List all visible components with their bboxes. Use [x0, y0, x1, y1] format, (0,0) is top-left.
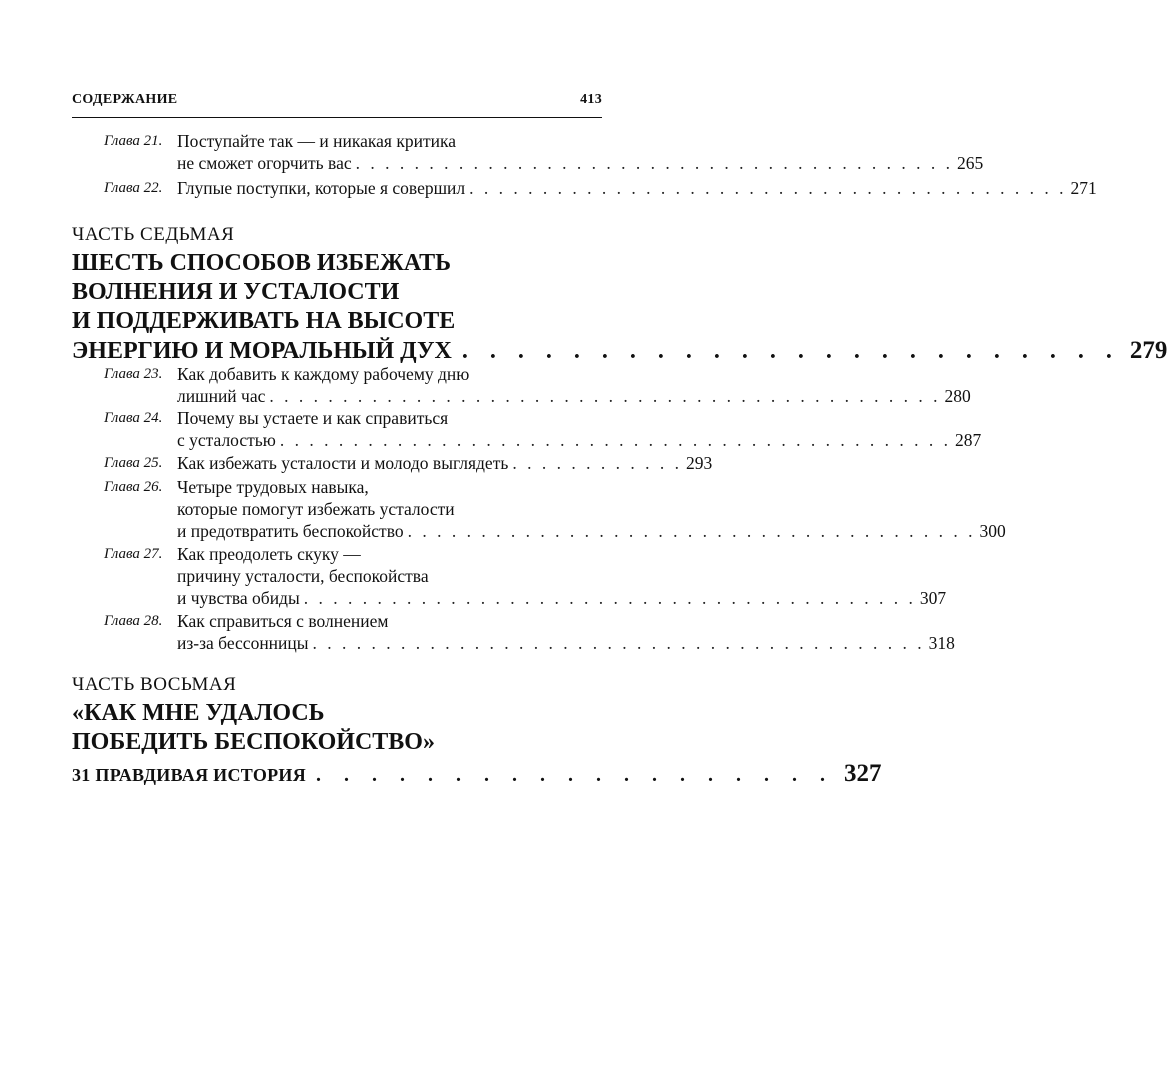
chapter-label: Глава 27.	[104, 546, 163, 562]
chapter-title-line: Как добавить к каждому рабочему дню	[177, 364, 470, 384]
part-title-last-line	[72, 336, 1167, 366]
part-title-line: ПОБЕДИТЬ БЕСПОКОЙСТВО»	[72, 729, 435, 755]
leader-dots: . . . . . . . . . . . . . . . . . . . . . . . . . . . . . . . . . . . . . . . . . .	[312, 633, 925, 653]
chapter-title-line: Поступайте так — и никакая критика	[177, 131, 456, 151]
chapter-page-number: 293	[685, 453, 713, 473]
chapter-title-line: Четыре трудовых навыка,	[177, 477, 369, 497]
chapter-title-line: Почему вы устаете и как справиться	[177, 408, 449, 428]
chapter-label: Глава 21.	[104, 133, 163, 149]
chapter-page-number: 318	[928, 633, 955, 653]
chapter-title-line: и предотвратить беспокойство	[177, 521, 404, 541]
chapter-title-line: Глупые поступки, которые я совершил	[177, 178, 466, 198]
leader-dots: . . . . . . . . . . . . . . . . . . . . . . . . . . . . . . . . . . . . . . . . . . . . . .	[279, 430, 951, 450]
chapter-page-number: 300	[979, 521, 1006, 541]
chapter-title-line: не сможет огорчить вас	[177, 153, 352, 173]
part-title-line: «КАК МНЕ УДАЛОСЬ	[72, 700, 325, 726]
chapter-title-line: с усталостью	[177, 430, 276, 450]
part-title-line: ЭНЕРГИЮ И МОРАЛЬНЫЙ ДУХ	[72, 338, 452, 364]
leader-dots: . . . . . . . . . . . . . . . . . . . . . . . . . . . . . . . . . . . . . . .	[407, 521, 976, 541]
chapter-page-number: 280	[944, 386, 971, 406]
chapter-page-number: 265	[956, 153, 984, 173]
chapter-label: Глава 24.	[104, 410, 163, 426]
part-label: ЧАСТЬ ВОСЬМАЯ	[72, 674, 237, 695]
chapter-title-line: которые помогут избежать усталости	[177, 499, 455, 519]
chapter-label: Глава 23.	[104, 366, 163, 382]
chapter-page-number: 271	[1070, 178, 1097, 198]
chapter-title-line: из-за бессонницы	[177, 633, 309, 653]
leader-dots: . . . . . . . . . . . .	[512, 453, 682, 473]
leader-dots: . . . . . . . . . . . . . . . . . . . . . . . . . . . . . . . . . . . . . . . . . .	[303, 588, 916, 608]
part-title-line: ШЕСТЬ СПОСОБОВ ИЗБЕЖАТЬ	[72, 250, 451, 276]
part-page-number: 327	[844, 760, 882, 787]
leader-dots: . . . . . . . . . . . . . . . . . . . . . . . .	[461, 338, 1120, 364]
chapter-title-line: Как справиться с волнением	[177, 611, 389, 631]
part-subtitle-line	[72, 760, 882, 788]
header-page-number: 413	[580, 92, 602, 107]
part-page-number: 279	[1129, 337, 1167, 364]
header-rule	[72, 117, 602, 118]
chapter-label: Глава 26.	[104, 479, 163, 495]
chapter-title-line: Как избежать усталости и молодо выглядеть	[177, 453, 509, 473]
header-section-title: СОДЕРЖАНИЕ	[72, 92, 178, 107]
part-label: ЧАСТЬ СЕДЬМАЯ	[72, 224, 235, 245]
part-title-line: И ПОДДЕРЖИВАТЬ НА ВЫСОТЕ	[72, 308, 456, 334]
chapter-label: Глава 25.	[104, 455, 163, 471]
chapter-label: Глава 22.	[104, 180, 163, 196]
leader-dots: . . . . . . . . . . . . . . . . . . .	[316, 764, 835, 786]
part-subtitle: 31 ПРАВДИВАЯ ИСТОРИЯ	[72, 765, 307, 785]
chapter-label: Глава 28.	[104, 613, 163, 629]
chapter-title-line: Как преодолеть скуку —	[177, 544, 361, 564]
chapter-title-line: и чувства обиды	[177, 588, 300, 608]
chapter-page-number: 287	[954, 430, 982, 450]
running-header	[72, 92, 602, 112]
chapter-title-line: лишний час	[177, 386, 266, 406]
leader-dots: . . . . . . . . . . . . . . . . . . . . . . . . . . . . . . . . . . . . . . . . .	[469, 178, 1067, 198]
chapter-title-line: причину усталости, беспокойства	[177, 566, 429, 586]
leader-dots: . . . . . . . . . . . . . . . . . . . . . . . . . . . . . . . . . . . . . . . . . . . . . .	[269, 386, 941, 406]
chapter-page-number: 307	[919, 588, 947, 608]
leader-dots: . . . . . . . . . . . . . . . . . . . . . . . . . . . . . . . . . . . . . . . . .	[355, 153, 953, 173]
part-title-line: ВОЛНЕНИЯ И УСТАЛОСТИ	[72, 279, 400, 305]
